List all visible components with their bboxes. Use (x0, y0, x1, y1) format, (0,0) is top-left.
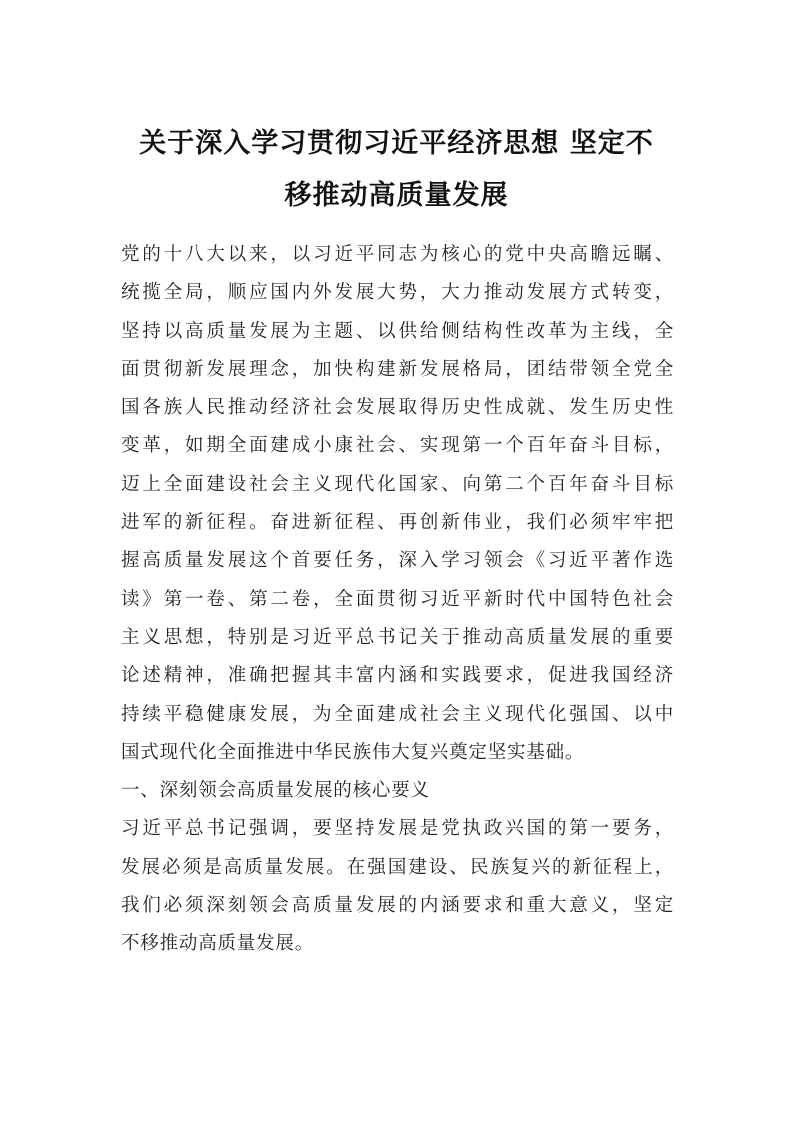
body-line: 发展必须是高质量发展。在强国建设、民族复兴的新征程上， (121, 856, 674, 878)
section-heading: 一、深刻领会高质量发展的核心要义 (121, 780, 430, 802)
body-line: 握高质量发展这个首要任务，深入学习领会《习近平著作选 (121, 550, 674, 572)
body-line: 我们必须深刻领会高质量发展的内涵要求和重大意义，坚定 (121, 895, 674, 917)
body-line: 持续平稳健康发展，为全面建成社会主义现代化强国、以中 (121, 703, 674, 725)
body-line: 国式现代化全面推进中华民族伟大复兴奠定坚实基础。 (121, 741, 585, 763)
body-line: 读》第一卷、第二卷，全面贯彻习近平新时代中国特色社会 (121, 588, 674, 610)
body-line: 进军的新征程。奋进新征程、再创新伟业，我们必须牢牢把 (121, 512, 674, 534)
document-body (121, 236, 674, 964)
body-line: 不移推动高质量发展。 (121, 933, 315, 955)
body-line: 习近平总书记强调，要坚持发展是党执政兴国的第一要务， (121, 818, 674, 840)
body-line: 面贯彻新发展理念，加快构建新发展格局，团结带领全党全 (121, 358, 674, 380)
body-line: 主义思想，特别是习近平总书记关于推动高质量发展的重要 (121, 626, 674, 648)
title-line: 关于深入学习贯彻习近平经济思想 坚定不 (139, 128, 654, 159)
body-line: 迈上全面建设社会主义现代化国家、向第二个百年奋斗目标 (121, 473, 674, 495)
body-line: 党的十八大以来，以习近平同志为核心的党中央高瞻远瞩、 (121, 244, 674, 265)
body-line: 变革，如期全面建成小康社会、实现第一个百年奋斗目标， (121, 435, 674, 457)
title-line: 移推动高质量发展 (284, 180, 509, 211)
body-line: 统揽全局，顺应国内外发展大势，大力推动发展方式转变， (121, 282, 674, 304)
body-line: 国各族人民推动经济社会发展取得历史性成就、发生历史性 (121, 397, 674, 419)
document-title (100, 118, 693, 222)
body-line: 坚持以高质量发展为主题、以供给侧结构性改革为主线，全 (121, 320, 674, 342)
body-line: 论述精神，准确把握其丰富内涵和实践要求，促进我国经济 (121, 665, 674, 687)
